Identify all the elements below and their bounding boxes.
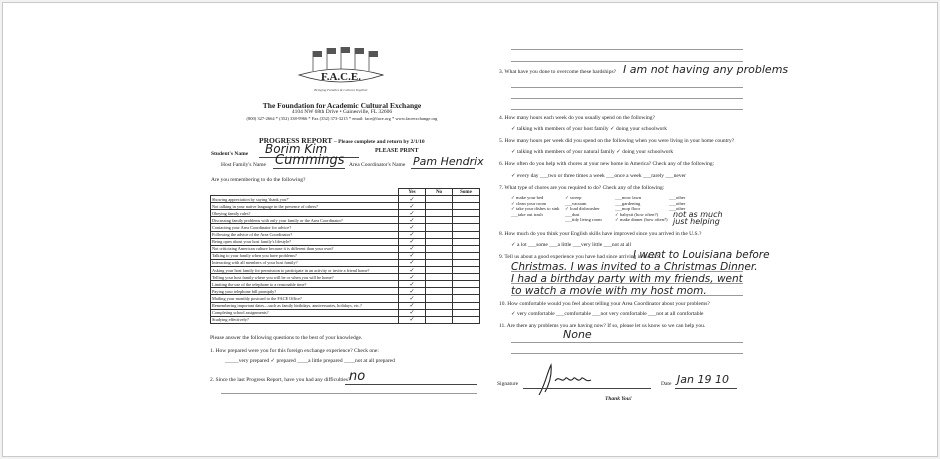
q3-rule-1 [511,87,743,88]
checklist-row [211,210,480,217]
checklist-no-cell [426,295,453,302]
q10-text: 10. How comfortable would you feel about telling your Area Coordinator about your problems? [499,301,710,307]
checklist-item: Being open about your host family's lifestyle? [211,238,399,245]
checklist-blank [211,189,399,196]
logo-tagline: Bringing Families & Cultures Together [314,88,368,92]
q7-col4: ___other ___other ___other [669,195,686,212]
checklist-item: Mailing your monthly postcard to the FACE Office? [211,295,399,302]
checklist-item: Paying your telephone bill promptly? [211,288,399,295]
q7-col1: ✓ make your bed ✓ clean your room ✓ take your dishes to sink ___take out trash [511,195,560,217]
q2-rule [221,393,477,394]
q9-answer-line-1: I went to Louisiana before [633,249,770,261]
form-subtitle: – Please complete and return by 2/1/10 [334,139,425,145]
q1-options: _____very prepared ✓ prepared ____a little prepared ____not at all prepared [225,358,395,364]
q9-answer-line-4: to watch a movie with my host mom. [511,285,707,297]
q10-options: ✓ very comfortable ___comfortable ___not very comfortable ___not at all comfortable [511,311,704,317]
date-label: Date [661,381,672,387]
q7-note-dinner: just helping [673,217,720,226]
checklist-row [211,267,480,274]
date-line [675,388,737,389]
checklist-item: Obeying family rules? [211,210,399,217]
checklist-no-cell [426,210,453,217]
checklist-no-cell [426,267,453,274]
checklist-yes-mark: ✓ [399,238,426,245]
q3-answer: I am not having any problems [623,63,789,76]
q9-answer-line-3: I had a birthday party with my friends, went [511,273,743,285]
org-contact: (800) 327-2664 * (352) 338-9966 * Fax (352) 373-3215 * email: face@face.org * www.faceexchange.org [246,116,438,121]
checklist-item: Showing appreciation by saying 'thank you?' [211,196,399,203]
checklist-some-cell [453,274,480,281]
coord-name: Pam Hendrix [413,155,484,168]
checklist-yes-mark: ✓ [399,259,426,266]
checklist-some-cell [453,203,480,210]
q3-rule-2 [511,98,743,99]
checklist-no-cell [426,259,453,266]
date-value: Jan 19 10 [677,373,729,386]
checklist-no-cell [426,252,453,259]
thank-you: Thank You! [605,396,632,402]
q3-text: 3. What have you done to overcome these hardships? [499,69,617,75]
coord-line [411,168,475,169]
q11-rule-2 [511,353,743,354]
checklist-no-cell [426,224,453,231]
checklist-row [211,203,480,210]
checklist-no-cell [426,238,453,245]
checklist-row [211,252,480,259]
checklist-row [211,295,480,302]
col-some: Some [453,189,480,196]
q6-options: ✓ every day ___two or three times a week ___once a week ___rarely ___never [511,173,686,179]
checklist-no-cell [426,196,453,203]
q4-text: 4. How many hours each week do you usually spend on the following? [499,115,655,121]
checklist-some-cell [453,267,480,274]
q6-text: 6. How often do you help with chores at your new home in America? Check any of the following: [499,161,715,167]
checklist-item: Completing school assignments? [211,309,399,316]
checklist-item: Interacting with all members of your host family? [211,259,399,266]
q7-col2: ✓ sweep ___vacuum ✓ load dishwasher ___dust ___tidy living room [565,195,602,223]
checklist-some-cell [453,238,480,245]
q7-text: 7. What type of chores are you required to do? Check any of the following: [499,185,665,191]
checklist-row [211,217,480,224]
checklist-row [211,245,480,252]
checklist-table [210,188,480,324]
checklist-row [211,238,480,245]
org-address: 4104 NW 68th Drive • Gainesville, FL 32606 [291,109,393,115]
q9-text: 9. Tell us about a good experience you have had since arriving in the U.S. [499,254,662,260]
q11-answer: None [563,328,592,341]
form-title-text: PROGRESS REPORT [259,136,333,145]
checklist-some-cell [453,210,480,217]
checklist-no-cell [426,231,453,238]
checklist-item: Not talking in your native language in the presence of others? [211,203,399,210]
checklist-no-cell [426,274,453,281]
q5-options: ✓ talking with members of your natural family ✓ doing your schoolwork [511,149,674,155]
checklist-some-cell [453,196,480,203]
checklist-item: Following the advice of the Area Coordinator? [211,231,399,238]
q8-options: ✓ a lot ___some ___a little ___very little ___not at all [511,242,632,248]
checklist-no-cell [426,316,453,323]
checklist-header [211,189,480,196]
org-name: The Foundation for Academic Cultural Exchange [262,101,422,110]
checklist-no-cell [426,245,453,252]
q2-text: 2. Since the last Progress Report, have you had any difficulties? [210,377,351,383]
q9-rule-3 [511,295,743,296]
q8-text: 8. How much do you think your English skills have improved since you arrived in the U.S.? [499,231,702,237]
document-frame [2,2,938,457]
checklist-no-cell [426,302,453,309]
q4-options: ✓ talking with members of your host family ✓ doing your schoolwork [511,126,668,132]
q11-rule-1 [511,342,743,343]
checklist-yes-mark: ✓ [399,217,426,224]
checklist-no-cell [426,203,453,210]
checklist-item: Contacting your Area Coordinator for advice? [211,224,399,231]
checklist-yes-mark: ✓ [399,288,426,295]
checklist-item: Not criticizing American culture because it is different than your own? [211,245,399,252]
checklist-item: Talking to your family when you have problems? [211,252,399,259]
checklist-no-cell [426,281,453,288]
q9-rule-1 [511,271,743,272]
q9-answer-line-2: Christmas. I was invited to a Christmas Dinner. [511,261,758,273]
checklist-row [211,302,480,309]
col-no: No [426,189,453,196]
checklist-item: Limiting the use of the telephone to a reasonable time? [211,281,399,288]
top-rule-2 [511,61,743,62]
q2-line [345,384,477,385]
host-line [273,168,345,169]
checklist-yes-mark: ✓ [399,295,426,302]
top-rule-1 [511,49,743,50]
checklist-some-cell [453,288,480,295]
checklist-no-cell [426,217,453,224]
checklist-item: Asking your host family for permission to participate in an activity or invite a friend home? [211,267,399,274]
checklist-some-cell [453,309,480,316]
q5-text: 5. How many hours per week did you spend on the following when you were living in your home country? [499,138,735,144]
page-right [493,3,789,456]
q7-note-babysit: not as much [673,210,723,219]
checklist-yes-mark: ✓ [399,316,426,323]
checklist-some-cell [453,316,480,323]
please-print: PLEASE PRINT [375,148,419,154]
checklist-some-cell [453,231,480,238]
checklist-item: Discussing family problems with only your family or the Area Coordinator? [211,217,399,224]
checklist-yes-mark: ✓ [399,252,426,259]
face-logo [293,45,389,103]
checklist-row [211,259,480,266]
checklist-some-cell [453,281,480,288]
checklist-some-cell [453,259,480,266]
checklist-body [211,196,480,324]
checklist-row [211,309,480,316]
host-name: Cummings [275,153,345,168]
col-yes: Yes [399,189,426,196]
student-label: Student's Name [211,151,249,157]
checklist-yes-mark: ✓ [399,203,426,210]
q3-rule-3 [511,109,743,110]
q2-answer: no [349,369,366,384]
q11-text: 11. Are there any problems you are having now? If so, please let us know so we can help you. [499,323,706,329]
checklist-yes-mark: ✓ [399,196,426,203]
host-label: Host Family's Name [221,162,266,168]
checklist-yes-mark: ✓ [399,267,426,274]
checklist-no-cell [426,288,453,295]
checklist-row [211,288,480,295]
student-name: Borim Kim [265,142,328,156]
checklist-some-cell [453,217,480,224]
checklist-item: Studying effectively? [211,316,399,323]
checklist-row [211,196,480,203]
checklist-some-cell [453,252,480,259]
checklist-row [211,281,480,288]
signature-label: Signature [497,381,519,387]
checklist-yes-mark: ✓ [399,245,426,252]
answer-intro: Please answer the following questions to the best of your knowledge. [210,335,363,341]
checklist-row [211,231,480,238]
signature-scribble [525,359,625,399]
checklist-yes-mark: ✓ [399,231,426,238]
checklist-some-cell [453,302,480,309]
coord-label: Area Coordinator's Name [349,162,406,168]
checklist-row [211,274,480,281]
q1-text: 1. How prepared were you for this foreign exchange experience? Check one: [210,348,379,354]
checklist-yes-mark: ✓ [399,224,426,231]
page-left [203,3,484,456]
q9-rule-2 [511,283,743,284]
checklist-item: Remembering important dates—such as family birthdays, anniversaries, holidays, etc.? [211,302,399,309]
checklist-yes-mark: ✓ [399,309,426,316]
checklist-item: Telling your host family where you will be or when you will be home? [211,274,399,281]
checklist-yes-mark: ✓ [399,210,426,217]
checklist-yes-mark: ✓ [399,274,426,281]
checklist-no-cell [426,309,453,316]
checklist-row [211,316,480,323]
checklist-some-cell [453,295,480,302]
remember-question: Are you remembering to do the following? [211,177,306,183]
checklist-some-cell [453,224,480,231]
checklist-some-cell [453,245,480,252]
signature-line [523,388,651,389]
logo-text: F.A.C.E. [321,71,361,83]
checklist-row [211,224,480,231]
checklist-yes-mark: ✓ [399,281,426,288]
q7-col3: ___mow lawn ___gardening ___mop floor ✓ babysit (how often?) ✓ make dinner (how often?) [615,195,668,223]
checklist-yes-mark: ✓ [399,302,426,309]
